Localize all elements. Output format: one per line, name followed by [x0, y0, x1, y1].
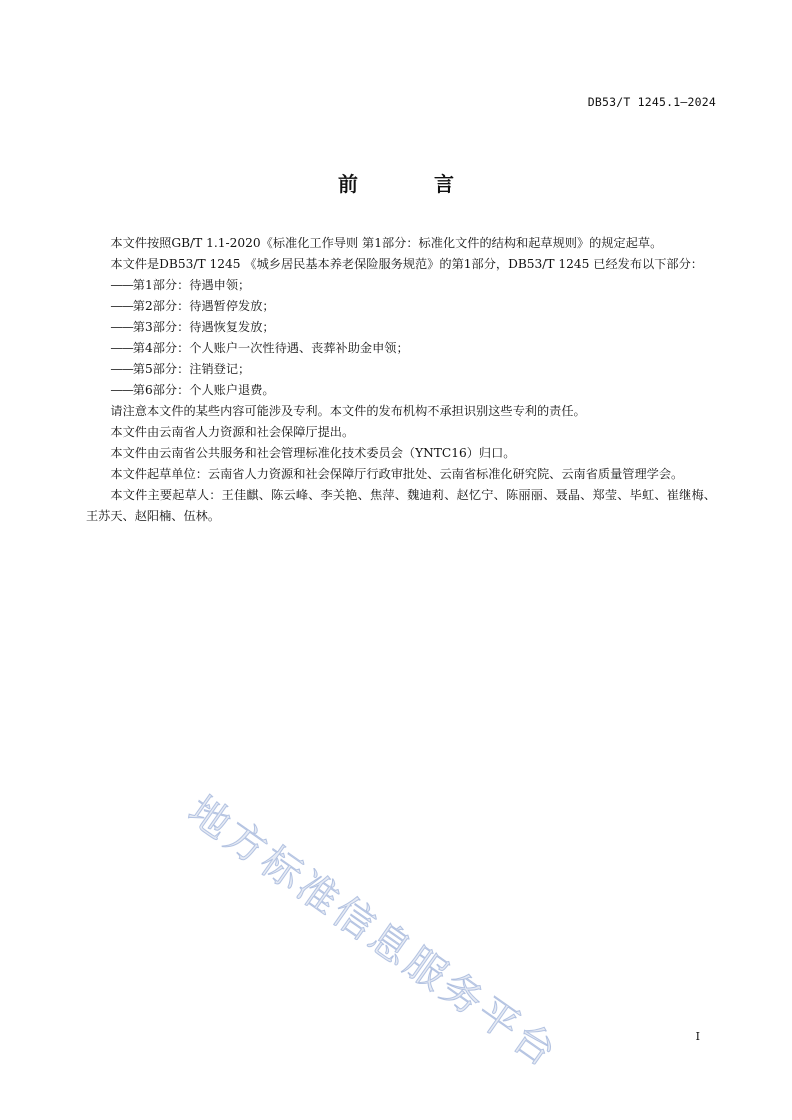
- list-item: [110, 275, 716, 296]
- paragraph-drafters: 本文件主要起草人：王佳麒、陈云峰、李关艳、焦萍、魏迪莉、赵忆宁、陈丽丽、聂晶、郑莹、毕虹、崔继梅、王苏天、赵阳楠、伍林。: [86, 488, 716, 523]
- list-dash: ——: [110, 362, 133, 376]
- list-dash: ——: [110, 320, 133, 334]
- paragraph-series-intro: 本文件是DB53/T 1245 《城乡居民基本养老保险服务规范》的第1部分，DB53/T 1245 已经发布以下部分：: [110, 257, 703, 271]
- paragraph-drafting-units: 本文件起草单位：云南省人力资源和社会保障厅行政审批处、云南省标准化研究院、云南省质量管理学会。: [110, 467, 684, 481]
- list-item-text: 第3部分：待遇恢复发放；: [132, 320, 275, 334]
- list-dash: ——: [110, 383, 133, 397]
- list-item-text: 第4部分：个人账户一次性待遇、丧葬补助金申领；: [132, 341, 409, 355]
- page-title: 前 言: [338, 172, 482, 196]
- list-item: [110, 296, 716, 317]
- document-code: DB53/T 1245.1—2024: [587, 95, 716, 109]
- watermark: 地方标准信息服务平台: [179, 787, 567, 1078]
- list-dash: ——: [110, 299, 133, 313]
- page-number: I: [695, 1030, 700, 1043]
- paragraph-drafting-rules: 本文件按照GB/T 1.1-2020《标准化工作导则 第1部分：标准化文件的结构和起草规则》的规定起草。: [110, 236, 663, 250]
- paragraph-patent-notice: 请注意本文件的某些内容可能涉及专利。本文件的发布机构不承担识别这些专利的责任。: [110, 404, 586, 418]
- list-item: [110, 317, 716, 338]
- list-item: [110, 338, 716, 359]
- paragraph-proposer: 本文件由云南省人力资源和社会保障厅提出。: [110, 425, 355, 439]
- foreword-body: [86, 233, 716, 527]
- list-dash: ——: [110, 278, 133, 292]
- list-item-text: 第1部分：待遇申领；: [132, 278, 251, 292]
- list-item: [110, 380, 716, 401]
- list-dash: ——: [110, 341, 133, 355]
- list-item-text: 第6部分：个人账户退费。: [132, 383, 275, 397]
- list-item-text: 第2部分：待遇暂停发放；: [132, 299, 275, 313]
- list-item: [110, 359, 716, 380]
- list-item-text: 第5部分：注销登记；: [132, 362, 251, 376]
- paragraph-committee: 本文件由云南省公共服务和社会管理标准化技术委员会（YNTC16）归口。: [110, 446, 516, 460]
